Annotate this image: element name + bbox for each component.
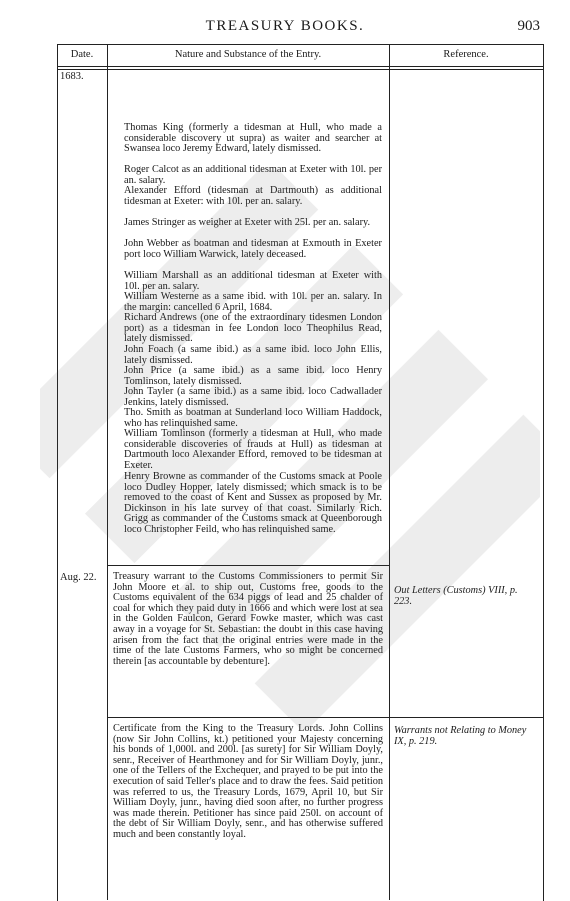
running-title: TREASURY BOOKS. xyxy=(205,18,365,34)
list-item: Roger Calcot as an additional tidesman at Exeter with 10l. per an. salary. xyxy=(124,164,382,186)
header-rule xyxy=(57,66,543,67)
list-item: John Price (a same ibid.) as a same ibid. loco Henry Tomlinson, lately dismissed. xyxy=(124,365,382,387)
entry-date: Aug. 22. xyxy=(60,572,97,583)
entry-separator xyxy=(107,565,389,566)
page-number: 903 xyxy=(517,18,540,34)
list-item: Richard Andrews (one of the extraordinary tidesmen London port) as a tidesman in fee London loco Theophilus Read, lately dismissed. xyxy=(124,312,382,345)
column-header-reference: Reference. xyxy=(443,49,489,60)
entry-text: Certificate from the King to the Treasury Lords. John Collins (now Sir John Collins, kt.) petitioned your Majesty concerning his bonds of 1,000l. and 200l. [as surety] for Sir William Doyly, senr., Receiver of Hearthmoney and for Sir William Doyly, junr., one of the Tellers of the Exchequer, and prayed to be put into the execution of said Teller's place and to draw the fees. Said petition was referred to us, the Treasury Lords, 1679, April 10, but Sir William Doyly, junr., having died soon after, no further progress was made therein. Petitioner has since paid 250l. on account of the debt of Sir William Doyly, senr., and has otherwise suffered much and been constantly loyal. xyxy=(113,723,383,840)
column-header-date: Date. xyxy=(70,49,94,60)
list-item: Thomas King (formerly a tidesman at Hull, who made a considerable discovery ut supra) as waiter and searcher at Swansea loco Jeremy Edward, lately dismissed. xyxy=(124,122,382,155)
entry-text: Treasury warrant to the Customs Commissioners to permit Sir John Moore et al. to ship out, Customs free, goods to the Customs equivalent of the 634 piggs of lead and 25 chalder of coal for which they paid duty in 1666 and which were lost at sea in the Golden Faulcon, Gerard Fowke master, which was cast away in a voyage for St. Sebastian: the doubt in this case having arisen from the fact that the original entries were made in the time of the late Customs Farmers, who so might be concerned therein [as accountable by debenture]. xyxy=(113,571,383,667)
entry-separator xyxy=(107,717,543,718)
entry-date: 1683. xyxy=(60,71,84,82)
list-item: William Tomlinson (formerly a tidesman at Hull, who made considerable discoveries of frauds at Hull) as tidesman at Dartmouth loco Alexander Efford, removed to be tidesman at Exeter. xyxy=(124,428,382,471)
list-item: Henry Browne as commander of the Customs smack at Poole loco Dudley Hopper, lately dismissed; which smack is to be removed to the coast of Kent and Sussex as proposed by Mr. Dickinson in his late survey of that coast. Similarly Rich. Grigg as commander of the Customs smack at Queenborough loco Christopher Feild, who has relinquished same. xyxy=(124,471,382,535)
list-item: Alexander Efford (tidesman at Dartmouth) as additional tidesman at Exeter: with 10l. per an. salary. xyxy=(124,185,382,207)
header-rule xyxy=(57,69,543,70)
entry-reference: Warrants not Relating to Money IX, p. 219. xyxy=(394,725,527,747)
column-divider xyxy=(389,44,390,900)
column-header-nature: Nature and Substance of the Entry. xyxy=(174,49,322,60)
entry-reference: Out Letters (Customs) VIII, p. 223. xyxy=(394,585,518,607)
list-item: John Foach (a same ibid.) as a same ibid. loco John Ellis, lately dismissed. xyxy=(124,344,382,366)
list-item: Tho. Smith as boatman at Sunderland loco William Haddock, who has relinquished same. xyxy=(124,407,382,429)
list-item: James Stringer as weigher at Exeter with 25l. per an. salary. xyxy=(124,217,371,228)
list-item: William Marshall as an additional tidesman at Exeter with 10l. per an. salary. xyxy=(124,270,382,292)
list-item: John Webber as boatman and tidesman at Exmouth in Exeter port loco William Warwick, lately deceased. xyxy=(124,238,382,260)
column-divider xyxy=(107,44,108,900)
list-item: William Westerne as a same ibid. with 10l. per an. salary. In the margin: cancelled 6 April, 1684. xyxy=(124,291,382,313)
list-item: John Tayler (a same ibid.) as a same ibid. loco Cadwallader Jenkins, lately dismissed. xyxy=(124,386,382,408)
